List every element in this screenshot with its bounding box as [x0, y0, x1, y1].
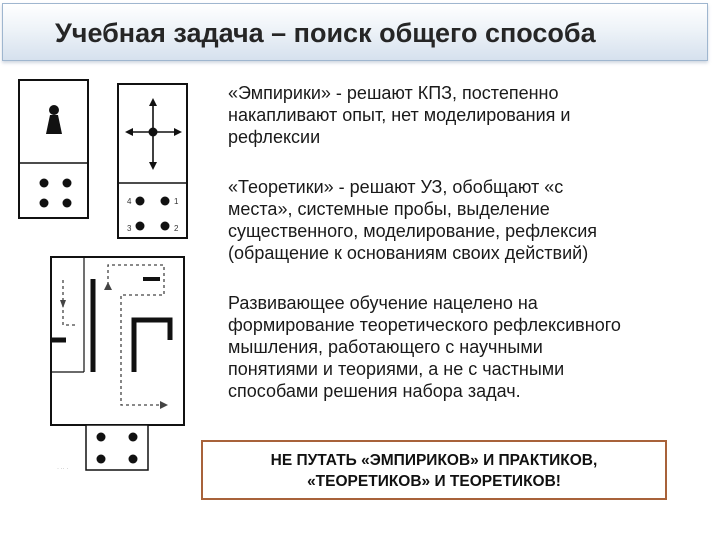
- warning-box: [201, 440, 667, 500]
- text-line: рефлексии: [228, 127, 321, 147]
- warning-line: НЕ ПУТАТЬ «ЭМПИРИКОВ» И ПРАКТИКОВ,: [270, 452, 598, 469]
- text-line: формирование теоретического рефлексивного: [228, 315, 621, 335]
- paragraph-empiricists: [228, 82, 708, 148]
- figure-maze-card: [51, 257, 184, 472]
- corner-label-4: 4: [127, 197, 132, 206]
- text-line: накапливают опыт, нет моделирования и: [228, 105, 571, 125]
- text-line: понятиями и теориями, а не с частными: [228, 359, 565, 379]
- text-line: способами решения набора задач.: [228, 381, 521, 401]
- paragraph-developmental-learning: [228, 292, 708, 402]
- text-line: Развивающее обучение нацелено на: [228, 293, 538, 313]
- figure-arrows-card: [118, 84, 187, 238]
- text-line: «Эмпирики» - решают КПЗ, постепенно: [228, 83, 559, 103]
- svg-text:· ·· ·: · ·· ·: [57, 466, 69, 472]
- corner-label-1: 1: [174, 197, 179, 206]
- text-line: существенного, моделирование, рефлексия: [228, 221, 597, 241]
- warning-line: «ТЕОРЕТИКОВ» И ТЕОРЕТИКОВ!: [307, 473, 561, 490]
- text-line: (обращение к основаниям своих действий): [228, 243, 589, 263]
- text-line: мышления, работающего с научными: [228, 337, 543, 357]
- text-line: места», системные пробы, выделение: [228, 199, 550, 219]
- corner-label-3: 3: [127, 224, 132, 233]
- text-line: «Теоретики» - решают УЗ, обобщают «с: [228, 177, 564, 197]
- figure-chess-card: [19, 80, 88, 218]
- corner-label-2: 2: [174, 224, 179, 233]
- paragraph-theorists: [228, 176, 708, 264]
- slide-title: Учебная задача – поиск общего способа: [55, 18, 596, 48]
